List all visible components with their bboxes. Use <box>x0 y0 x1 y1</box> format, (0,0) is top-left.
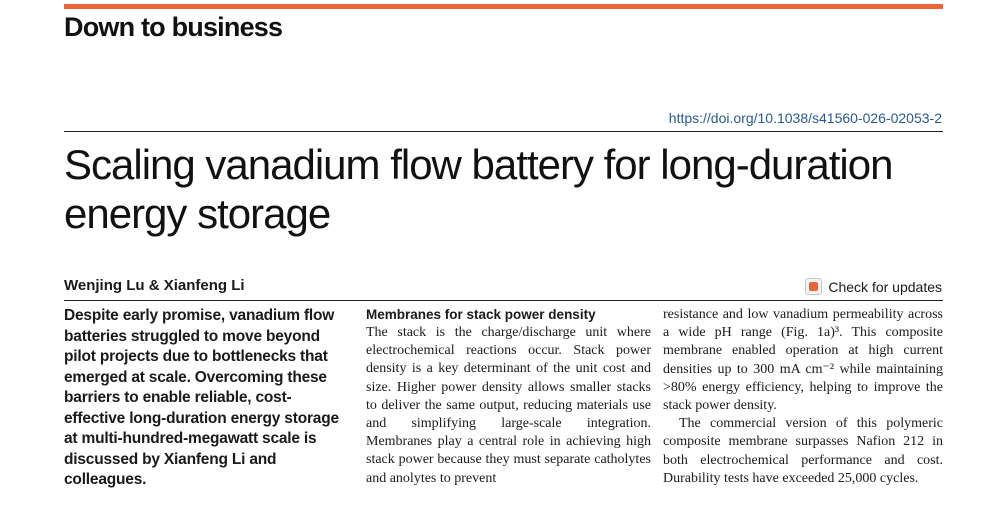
section-heading: Membranes for stack power density <box>366 307 596 322</box>
body-paragraph: The commercial version of this polymeric composite membrane surpasses Nafion 212 in both electrochemical performance and cost. Durability tests have exceeded 25,000 cycles. <box>663 416 943 486</box>
body-column-3 <box>663 306 943 488</box>
title-divider <box>64 131 943 132</box>
top-accent-rule <box>64 4 943 9</box>
standfirst-abstract: Despite early promise, vanadium flow batteries struggled to move beyond pilot projects due to bottlenecks that emerged at scale. Overcoming these barriers to enable reliable, cost-effective long-duration energy storage at multi-hundred-megawatt scale is discussed by Xianfeng Li and colleagues. <box>64 307 339 488</box>
section-label: Down to business <box>64 12 283 42</box>
body-column-2 <box>366 306 651 488</box>
body-paragraph: The stack is the charge/discharge unit where electrochemical reactions occur. Stack power density is a key determinant of the unit cost and size. Higher power density allows smaller stacks to deliver the same output, reducing materials use and simplifying large-scale integration. Membranes play a central role in achieving high stack power because they must separate catholytes and anolytes to prevent <box>366 325 651 486</box>
doi-link[interactable]: https://doi.org/10.1038/s41560-026-02053-2 <box>668 110 942 126</box>
check-for-updates-icon <box>805 278 822 295</box>
body-paragraph: resistance and low vanadium permeability across a wide pH range (Fig. 1a)³. This composite membrane enabled operation at high current densities up to 300 mA cm⁻² while maintaining >80% energy efficiency, helping to improve the stack power density. <box>663 307 943 414</box>
check-for-updates-button[interactable] <box>805 278 942 295</box>
author-list[interactable]: Wenjing Lu & Xianfeng Li <box>64 277 245 294</box>
check-for-updates-label: Check for updates <box>828 278 942 295</box>
article-title: Scaling vanadium flow battery for long-duration energy storage <box>64 141 893 237</box>
meta-divider <box>64 300 943 301</box>
